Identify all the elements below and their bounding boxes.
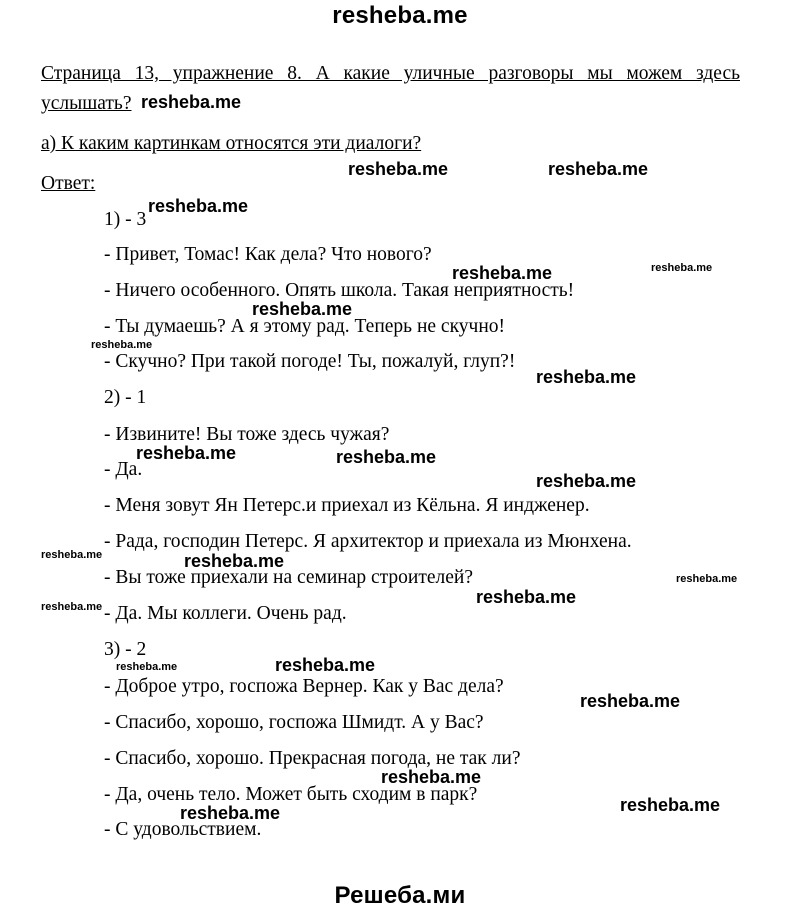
watermark: resheba.me [41,549,103,561]
dialogue-line: - Доброе утро, госпожа Вернер. Как у Вас дела? [104,676,504,697]
dialogue-line: - Ты думаешь? А я этому рад. Теперь не скучно! [104,316,505,337]
watermark: resheba.me [676,573,738,585]
dialogue-heading: 1) - 3 [104,209,147,230]
dialogue-line: - Рада, господин Петерс. Я архитектор и приехала из Мюнхена. [104,531,632,552]
site-logo: resheba.me [332,2,468,29]
answer-label: Ответ: [41,173,96,194]
watermark: resheba.me [91,339,153,351]
dialogue-line: - Скучно? При такой погоде! Ты, пожалуй, глуп?! [104,351,516,372]
watermark: resheba.me [580,691,681,711]
watermark: resheba.me [536,367,637,387]
watermark: resheba.me [136,443,237,463]
dialogue-line: - Да, очень тело. Может быть сходим в парк? [104,784,478,805]
footer-logo: Решеба.ми [334,882,466,909]
dialogue-heading: 2) - 1 [104,387,147,408]
watermark: resheba.me [336,447,437,467]
watermark: resheba.me [452,263,553,283]
watermark: resheba.me [348,159,449,179]
dialogue-line: - Ничего особенного. Опять школа. Такая неприятность! [104,280,575,301]
watermark: resheba.me [536,471,637,491]
dialogue-line: - Спасибо, хорошо, госпожа Шмидт. А у Вас? [104,712,484,733]
dialogue-line: - Привет, Томас! Как дела? Что нового? [104,244,432,265]
dialogue-line: - Да. [104,459,143,480]
dialogue-line: - Да. Мы коллеги. Очень рад. [104,603,347,624]
dialogue-line: - Извините! Вы тоже здесь чужая? [104,424,390,445]
watermark: resheba.me [651,262,713,274]
watermark: resheba.me [275,655,376,675]
task-title: Страница 13, упражнение 8. А какие уличные разговоры мы можем здесь [41,63,740,84]
watermark: resheba.me [620,795,721,815]
watermark: resheba.me [548,159,649,179]
watermark: resheba.me [148,196,249,216]
dialogue-line: - Меня зовут Ян Петерс.и приехал из Кёльна. Я индженер. [104,495,590,516]
watermark: resheba.me [184,551,285,571]
watermark: resheba.me [141,92,242,112]
dialogue-line: - Спасибо, хорошо. Прекрасная погода, не так ли? [104,748,521,769]
watermark: resheba.me [41,601,103,613]
watermark: resheba.me [476,587,577,607]
dialogue-line: - Вы тоже приехали на семинар строителей? [104,567,474,588]
watermark: resheba.me [252,299,353,319]
watermark: resheba.me [180,803,281,823]
watermark: resheba.me [381,767,482,787]
task-title-continued: услышать? [41,93,132,114]
dialogue-heading: 3) - 2 [104,639,147,660]
subtask-question: а) К каким картинкам относятся эти диалоги? [41,133,422,154]
watermark: resheba.me [116,661,178,673]
dialogue-line: - С удовольствием. [104,819,262,840]
